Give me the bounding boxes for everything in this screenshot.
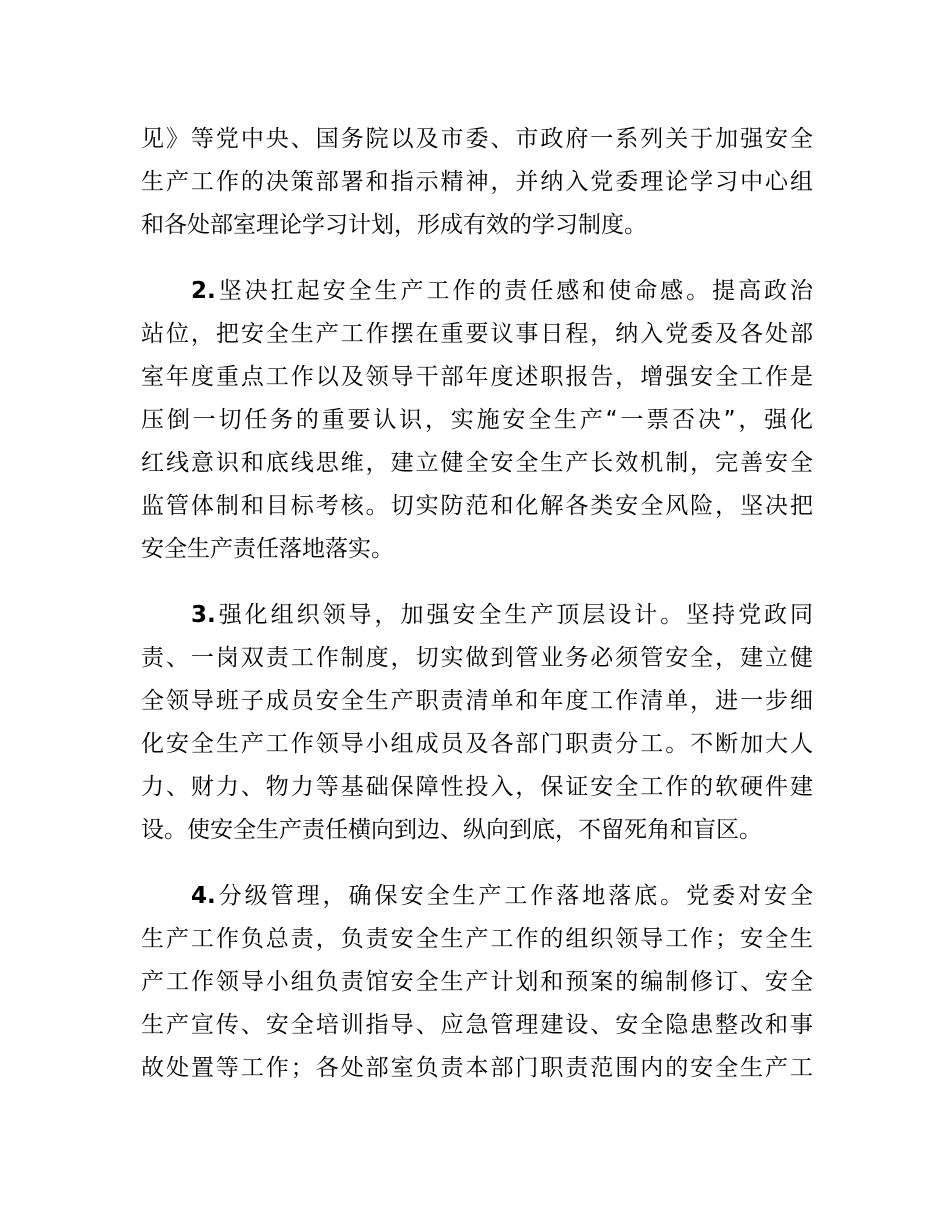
paragraph-item-3 (141, 594, 813, 852)
text-line: 室年度重点工作以及领导干部年度述职报告，增强安全工作是 (141, 364, 813, 390)
text-line: 站位，把安全生产工作摆在重要议事日程，纳入党委及各处部 (141, 321, 813, 347)
text-line: 压倒一切任务的重要认识，实施安全生产“一票否决”，强化 (141, 407, 813, 433)
paragraph-item-4 (141, 875, 813, 1090)
text-line: 分级管理，确保安全生产工作落地落底。党委对安全 (215, 883, 813, 909)
paragraph-first-line (141, 270, 813, 313)
text-line: 产工作领导小组负责馆安全生产计划和预案的编制修订、安全 (141, 969, 813, 995)
text-line: 设。使安全生产责任横向到边、纵向到底，不留死角和盲区。 (141, 817, 762, 843)
text-line: 见》等党中央、国务院以及市委、市政府一系列关于加强安全 (141, 126, 813, 152)
paragraph-item-2 (141, 270, 813, 571)
text-line: 全领导班子成员安全生产职责清单和年度工作清单，进一步细 (141, 688, 813, 714)
text-line: 监管体制和目标考核。切实防范和化解各类安全风险，坚决把 (141, 493, 813, 519)
text-line: 化安全生产工作领导小组成员及各部门职责分工。不断加大人 (141, 731, 813, 757)
text-line: 安全生产责任落地落实。 (141, 536, 394, 562)
text-line: 生产工作的决策部署和指示精神，并纳入党委理论学习中心组 (141, 169, 813, 195)
paragraph-first-line (141, 875, 813, 918)
item-number: 3. (191, 602, 216, 628)
paragraph-first-line (141, 594, 813, 637)
text-line: 坚决扛起安全生产工作的责任感和使命感。提高政治 (215, 278, 813, 304)
text-line: 责、一岗双责工作制度，切实做到管业务必须管安全，建立健 (141, 645, 813, 671)
text-line: 力、财力、物力等基础保障性投入，保证安全工作的软硬件建 (141, 774, 813, 800)
text-line: 生产工作负总责，负责安全生产工作的组织领导工作；安全生 (141, 926, 813, 952)
text-line: 红线意识和底线思维，建立健全安全生产长效机制，完善安全 (141, 450, 813, 476)
item-number: 2. (191, 278, 216, 304)
paragraph-continued (141, 118, 813, 247)
text-line: 故处置等工作；各处部室负责本部门职责范围内的安全生产工 (141, 1055, 813, 1081)
text-line: 强化组织领导，加强安全生产顶层设计。坚持党政同 (215, 602, 813, 628)
document-body (141, 118, 813, 1113)
item-number: 4. (191, 883, 216, 909)
text-line: 生产宣传、安全培训指导、应急管理建设、安全隐患整改和事 (141, 1012, 813, 1038)
text-line: 和各处部室理论学习计划，形成有效的学习制度。 (141, 212, 647, 238)
